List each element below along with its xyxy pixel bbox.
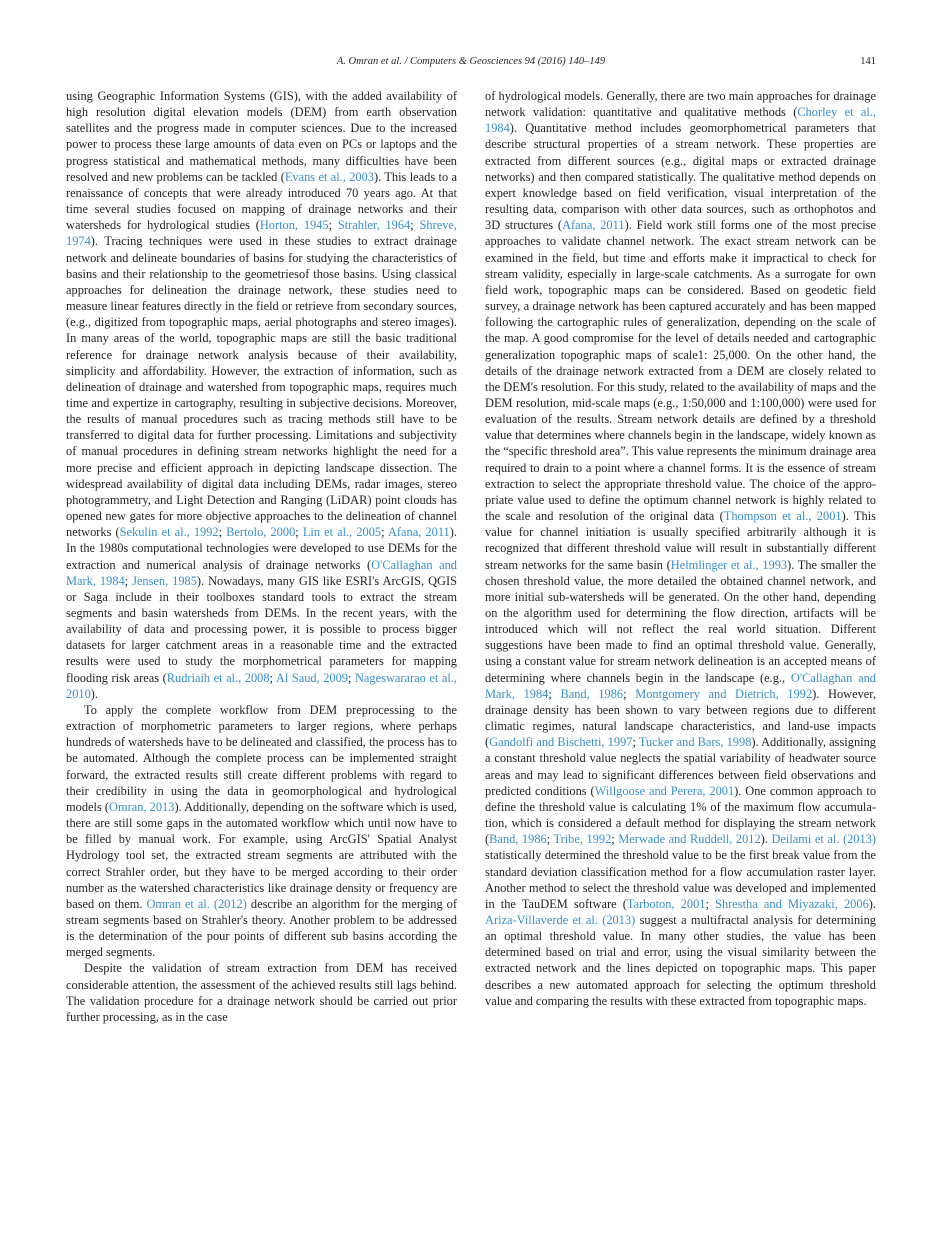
citation-link[interactable]: Montgomery and Dietrich, 1992 (635, 686, 813, 701)
body-text: describe an algorithm for the merging of stream segments based on Strahler's theory. Another problem to be addressed is the determination of the pour points of different sub basins according the merged segments. (66, 896, 457, 960)
citation-link[interactable]: Afana, 2011 (387, 525, 450, 540)
citation-link[interactable]: Gandolfi and Bischetti, 1997 (489, 735, 633, 750)
body-text: ). (90, 686, 99, 701)
citation-link[interactable]: Band, 1986 (560, 686, 624, 701)
citation-link[interactable]: Omran et al. (2012) (146, 896, 247, 911)
citation-link[interactable]: Sekulin et al., 1992 (119, 525, 219, 540)
body-text: ). This value for channel initiation is usually specified arbitrarily although it is recognized that different threshold value will result in substantially different stream networks for the same basin ( (485, 509, 876, 572)
body-text: ). Nowadays, many GIS like ESRI's ArcGIS, QGIS or Saga include in their toolboxes standard tools to extract the stream segments and basin watersheds from DEMs. In the recent years, with the availability of data and processing power, it is possible to process bigger datasets for larger catchment areas in a reasonable time and the extracted results were used to study the morphometrical parameters for mapping flooding risk areas ( (66, 573, 457, 685)
citation-link[interactable]: Tucker and Bars, 1998 (638, 735, 752, 750)
citation-link[interactable]: Evans et al., 2003 (284, 169, 374, 184)
citation-link[interactable]: Bertolo, 2000 (226, 525, 296, 540)
citation-link[interactable]: Thompson et al., 2001 (723, 509, 842, 524)
citation-link[interactable]: Strahler, 1964 (337, 218, 411, 233)
page-number: 141 (860, 56, 876, 67)
body-text: statistically determined the threshold value to be the first break value from the standard deviation classification method for a flow accumulation raster layer. Another method to select the threshold value was developed and implemented in the TauDEM software ( (485, 848, 876, 911)
body-text: ). In the 1980s computational technologies were developed to use DEMs for the extraction and numerical analysis of drainage networks ( (66, 525, 457, 572)
body-text: ). Field work still forms one of the most precise approaches to validate channel network. The exact stream network can be examined in the field, but time and efforts make it impractical to check for stream validity, especially in large-scale catchments. As a surrogate for own field work, topographic maps can be considered. Based on geodetic field survey, a drainage network has been captured accurately and has been mapped following the cartographic rules of generalization, depending on the scale of the map. A good compromise for the level of details needed and cartographic generalization topographic maps of scale1: 25,000. On the other hand, the details of the drainage network extracted from a DEM are closely related to the DEM's resolution. For this study, related to the availability of maps and the DEM resolution, mid-scale maps (e.g., 1:50,000 and 1:100,000) were used for evaluation of the results. Stream network details are defined by a threshold value that determines where channels begin in the landscape, widely known as the “specific threshold area”. This value represents the minimum drainage area required to drain to a point where a channel forms. It is the essence of stream extraction to select the appropriate threshold value. The choice of the appropriate value used to define the optimum channel network is highly related to the scale and resolution of the original data ( (485, 218, 876, 524)
body-text: ; (546, 832, 554, 847)
citation-link[interactable]: O'Callaghan and Mark, 1984 (66, 557, 457, 588)
paragraph-p2 (66, 702, 457, 961)
body-text: ; (632, 735, 639, 750)
citation-link[interactable]: Afana, 2011 (562, 218, 625, 233)
citation-link[interactable]: Merwade and Ruddell, 2012 (618, 832, 761, 847)
running-head: A. Omran et al. / Computers & Geosciences 94 (2016) 140–149 (336, 56, 606, 67)
paragraph-p1 (66, 88, 457, 702)
body-text: ; (218, 525, 227, 540)
body-text: ). (868, 896, 876, 911)
body-text: ; (611, 832, 619, 847)
body-text: ). However, drainage density has been shown to vary between regions due to different climatic regimes, natural landscape characteristics, and land-use impacts ( (485, 686, 877, 750)
citation-link[interactable]: Ariza-Villaverde et al. (2013) (485, 912, 636, 927)
citation-link[interactable]: Tribe, 1992 (553, 832, 612, 847)
paragraph-p4 (485, 88, 876, 1009)
citation-link[interactable]: Jensen, 1985 (132, 573, 197, 588)
citation-link[interactable]: O'Callaghan and Mark, 1984 (485, 670, 876, 701)
body-text: To apply the complete workflow from DEM preprocessing to the extraction of morphometric parameters to larger regions, where perhaps hundreds of watersheds have to be delineated and classified, the process has to be automated. Although the complete process can be implemented straight forward, the extracted results still create different problems with regard to their credibility in using the data in geomorphological and hydrological models ( (66, 702, 457, 814)
body-text: ; (705, 896, 716, 911)
body-text: ). Additionally, depending on the software which is used, there are still some gaps in the automated workflow which until now have to be filled by manual work. For example, using ArcGIS' Spatial Analyst Hydrology tool set, the extracted stream segments are attributed with the correct Strahler order, but they have to be merged according to their order number as the watershed characteristics like drainage density or frequency are based on them. (66, 799, 457, 911)
body-text: ; (269, 670, 276, 685)
body-text: ; (381, 525, 388, 540)
citation-link[interactable]: Deilami et al. (2013) (771, 832, 876, 847)
body-text: ). Additionally, assigning a constant threshold value neglects the spatial variability of headwater source areas and may lead to significant differences between field observations and predicted conditions ( (485, 735, 876, 798)
body-text: ; (295, 525, 303, 540)
citation-link[interactable]: Band, 1986 (489, 832, 547, 847)
citation-link[interactable]: Shrestha and Miyazaki, 2006 (715, 896, 869, 911)
body-text: ). Tracing techniques were used in these studies to extract drainage network and delineate boundaries of basins for studying the characteristics of basins and their relationship to the geometriesof those basins. Using classical approaches for delineation the drainage network, these studies need to measure linear features directly in the field or retrieve from secondary sources, (e.g., digitized from topographic maps, aerial photographs and stereo images). In many areas of the world, topographic maps are still the basic traditional reference for drainage network analysis because of their availability, simplicity and affordability. However, the extraction of information, such as delineation of drainage and watershed from topographic maps, requires much time and expertize in cartography, resulting in subjective decisions. Moreover, the results of manual procedures such as tracing methods still have to be transferred to digital data for further processing. Limitations and subjectivity of manual procedures in defining stream networks highlight the need for a more precise and efficient approach in depicting landscape dissection. The widespread availability of digital data including DEMs, radar images, stereo photogrammetry, and Light Detection and Ranging (LiDAR) point clouds has opened new gates for more objective approaches to the delineation of channel networks ( (66, 234, 457, 540)
paragraph-p3 (66, 960, 457, 1025)
body-text: ; (348, 670, 355, 685)
body-text: ; (124, 573, 133, 588)
left-column (66, 88, 457, 1025)
body-text: ; (548, 686, 561, 701)
body-text: of hydrological models. Generally, there are two main approaches for drainage network validation: quantitative and qualitative methods ( (485, 89, 876, 120)
citation-link[interactable]: Rudriaih et al., 2008 (166, 670, 270, 685)
right-column (485, 88, 876, 1009)
body-text: ). One common approach to define the threshold value is calculating 1% of the maximum flow accumulation, which is considered a default method for displaying the stream network ( (485, 783, 877, 847)
body-text: ; (623, 686, 636, 701)
body-text: ). Quantitative method includes geomorphometrical parameters that describe structural properties of a stream network. These properties are extracted from different sources (e.g., digital maps or extracted drainage networks) and then compared statistically. The qualitative method depends on expert knowledge based on field verification, visual interpretation of the resulting data, comparison with other data sources, such as orthophotos and 3D structures ( (485, 121, 876, 233)
body-text: using Geographic Information Systems (GIS), with the added availability of high resolution digital elevation models (DEM) from earth observation satellites and the progress made in computer sciences. Due to the increased power to process these large amounts of data even on PCs or laptops and the progress statistical and mathematical methods, many difficulties have been resolved and new problems can be tackled ( (66, 89, 457, 184)
body-text: suggest a multifractal analysis for determining an optimal threshold value. In many other studies, the value has been determined based on trial and error, using the visual similarity between the extracted network and the lines depicted on topographic maps. This paper describes a new automated approach for selecting the optimum threshold value and comparing the results with these extracted from topographic maps. (485, 912, 876, 1008)
citation-link[interactable]: Lin et al., 2005 (302, 525, 382, 540)
page-header (66, 54, 876, 72)
body-text: ). (760, 832, 772, 847)
body-text: ; (328, 218, 338, 233)
citation-link[interactable]: Al Saud, 2009 (275, 670, 348, 685)
body-text: ). The smaller the chosen threshold value, the more detailed the obtained channel network, and more initial sub-watersheds will be generated. On the other hand, depending on the algorithm used for determining the flow direction, artifacts will be introduced which will not reflect the real world situation. Different suggestions have been made to find an optimal threshold value. Generally, using a constant value for stream network delineation is an accepted means of determining where channels begin in the landscape (e.g., (485, 557, 876, 685)
citation-link[interactable]: Omran, 2013 (109, 799, 175, 814)
body-text: Despite the validation of stream extraction from DEM has received considerable attention, the assessment of the achieved results still lags behind. The validation procedure for a drainage network should be carried out prior further processing, as in the case (66, 961, 457, 1024)
citation-link[interactable]: Nageswararao et al., 2010 (66, 670, 457, 701)
body-text: ; (410, 218, 420, 233)
body-text: ). This leads to a renaissance of concepts that were already introduced 70 years ago. At that time several studies focused on mapping of drainage networks and their watersheds for hydrological studies ( (66, 169, 457, 233)
citation-link[interactable]: Shreve, 1974 (66, 218, 457, 249)
citation-link[interactable]: Willgoose and Perera, 2001 (594, 783, 735, 798)
citation-link[interactable]: Tarboton, 2001 (626, 896, 706, 911)
citation-link[interactable]: Horton, 1945 (259, 218, 329, 233)
citation-link[interactable]: Helmlinger et al., 1993 (670, 557, 788, 572)
citation-link[interactable]: Chorley et al., 1984 (485, 105, 876, 136)
